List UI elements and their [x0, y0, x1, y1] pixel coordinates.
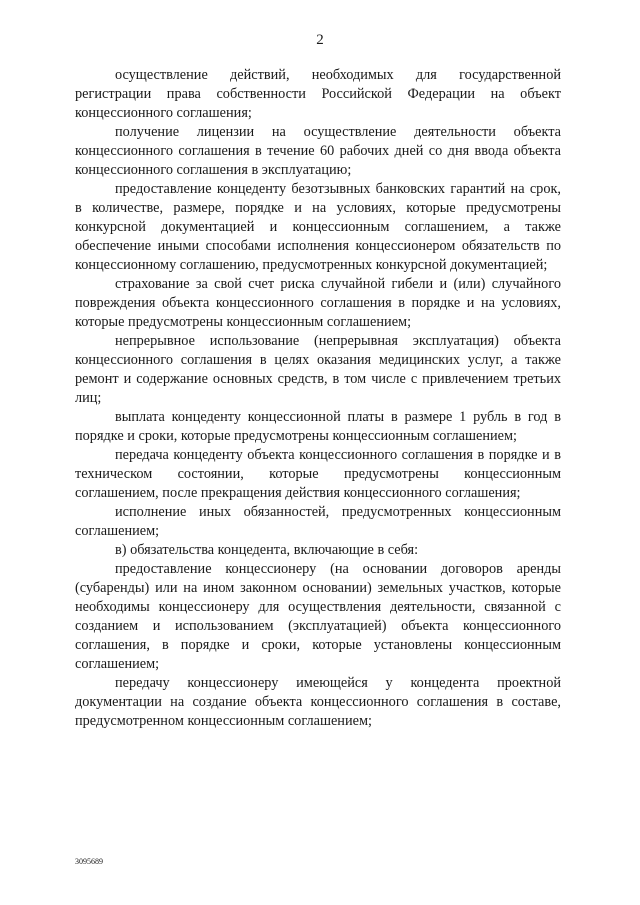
- document-code: 3095689: [75, 857, 103, 866]
- paragraph-other-duties: исполнение иных обязанностей, предусмотренных концессионным соглашением;: [75, 504, 561, 539]
- paragraph-state-registration: осуществление действий, необходимых для государственной регистрации права собственности Российской Федерации на объект концессионного соглашения;: [75, 67, 561, 121]
- paragraph-license: получение лицензии на осуществление деятельности объекта концессионного соглашения в течение 60 рабочих дней со дня ввода объекта концессионного соглашения в эксплуатацию;: [75, 124, 561, 178]
- page-number: 2: [316, 32, 324, 48]
- paragraph-grantor-obligations-heading: в) обязательства концедента, включающие в себя:: [115, 542, 419, 558]
- paragraph-bank-guarantees: предоставление концеденту безотзывных банковских гарантий на срок, в количестве, размере, порядке и на условиях, которые предусмотрены конкурсной документацией и концессионным соглашением, а также обеспечение иными способами исполнения концессионером обязательств по концессионному соглашению, предусмотренных конкурсной документацией;: [75, 181, 561, 273]
- paragraph-project-documentation: передачу концессионеру имеющейся у концедента проектной документации на создание объекта концессионного соглашения в составе, предусмотренном концессионным соглашением;: [75, 675, 561, 729]
- paragraph-land-plots: предоставление концессионеру (на основании договоров аренды (субаренды) или на ином законном основании) земельных участков, которые необходимы концессионеру для осуществления деятельности, связанной с созданием и использованием (эксплуатацией) объекта концессионного соглашения, в порядке и сроки, которые установлены концессионным соглашением;: [75, 561, 561, 672]
- paragraph-continuous-use: непрерывное использование (непрерывная эксплуатация) объекта концессионного соглашения в целях оказания медицинских услуг, а также ремонт и содержание основных средств, в том числе с привлечением третьих лиц;: [75, 333, 561, 406]
- document-body: [75, 66, 561, 731]
- paragraph-concession-fee: выплата концеденту концессионной платы в размере 1 рубль в год в порядке и сроки, которые предусмотрены концессионным соглашением;: [75, 409, 561, 444]
- paragraph-insurance: страхование за свой счет риска случайной гибели и (или) случайного повреждения объекта концессионного соглашения в порядке и на условиях, которые предусмотрены концессионным соглашением;: [75, 276, 561, 330]
- paragraph-transfer-to-grantor: передача концеденту объекта концессионного соглашения в порядке и в техническом состоянии, которые предусмотрены концессионным соглашением, после прекращения действия концессионного соглашения;: [75, 447, 561, 501]
